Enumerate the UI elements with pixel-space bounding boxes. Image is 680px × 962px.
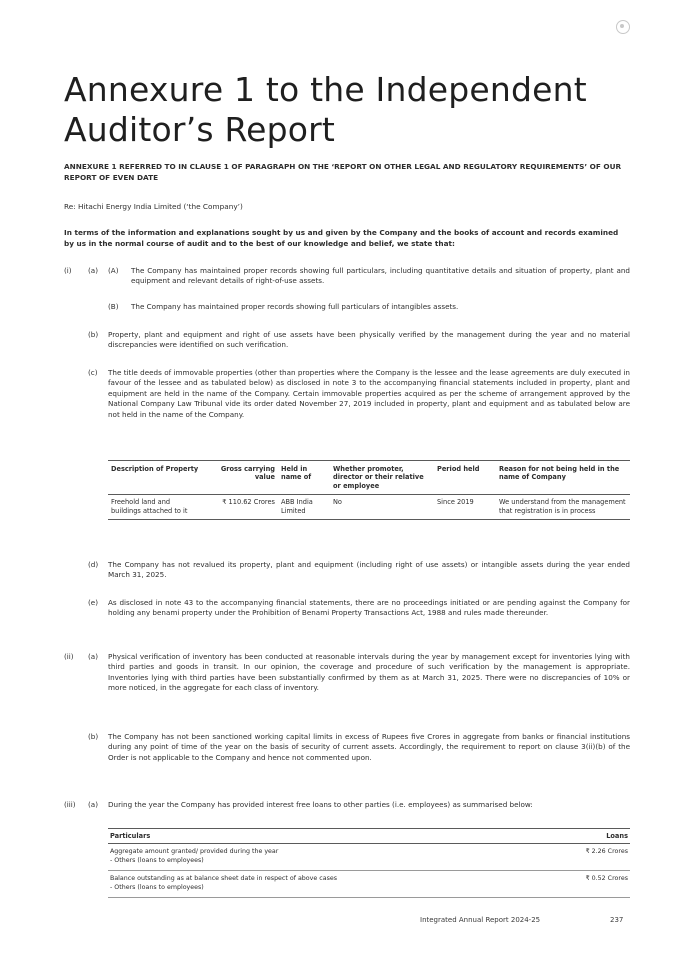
table-header-cell: Particulars	[108, 829, 543, 844]
clause-ii-b-text: The Company has not been sanctioned working capital limits in excess of Rupees five Crores in aggregate from banks or financial institutions during any point of time of the year on the basis of security of current assets. Accordingly, the requirement to report on clause 3(ii)(b) of the Order is not applicable to the Company and hence not commented upon.	[108, 732, 630, 762]
clause-ii-number: (ii)	[64, 652, 74, 661]
clause-i-a-label: (a)	[88, 266, 99, 275]
clause-i-b-text: Property, plant and equipment and right of use assets have been physically verified by the management during the year and no material discrepancies were identified on such verification.	[108, 330, 630, 350]
annexure-heading: ANNEXURE 1 REFERRED TO IN CLAUSE 1 OF PARAGRAPH ON THE ‘REPORT ON OTHER LEGAL AND REGULATORY REQUIREMENTS’ OF OUR REPORT OF EVEN DATE	[64, 162, 622, 182]
table-cell: ₹ 0.52 Crores	[543, 871, 630, 898]
clause-i-b-label: (b)	[88, 330, 99, 339]
logo-mark-icon	[616, 20, 630, 34]
title-deeds-table	[108, 460, 630, 520]
table-header-row	[108, 829, 630, 844]
clause-i-d-text: The Company has not revalued its property, plant and equipment (including right of use assets) or intangible assets during the year ended March 31, 2025.	[108, 560, 630, 580]
table-cell: ABB India Limited	[278, 495, 330, 520]
table-cell: ₹ 110.62 Crores	[204, 495, 278, 520]
table-header-cell: Loans	[543, 829, 630, 844]
table-row	[108, 871, 630, 898]
loans-table	[108, 828, 630, 898]
clause-i-e-label: (e)	[88, 598, 99, 607]
clause-iii-number: (iii)	[64, 800, 76, 809]
table-header-cell: Description of Property	[108, 461, 204, 495]
intro-paragraph: In terms of the information and explanations sought by us and given by the Company and the books of account and records examined by us in the normal course of audit and to the best of our knowledge and belief, we state that:	[64, 228, 619, 248]
table-cell: ₹ 2.26 Crores	[543, 844, 630, 871]
table-cell: Aggregate amount granted/ provided during the year - Others (loans to employees)	[108, 844, 543, 871]
table-header-cell: Reason for not being held in the name of Company	[496, 461, 630, 495]
clause-i-a-A-text: The Company has maintained proper records showing full particulars, including quantitative details and situation of property, plant and equipment and relevant details of right-of-use assets.	[131, 266, 630, 286]
clause-iii-a-text: During the year the Company has provided interest free loans to other parties (i.e. employees) as summarised below:	[108, 800, 533, 809]
page-title: Annexure 1 to the Independent Auditor’s Report	[64, 70, 587, 149]
clause-ii-a-text: Physical verification of inventory has been conducted at reasonable intervals during the year by management except for inventories lying with third parties and goods in transit. In our opinion, the coverage and procedure of such verification by the management is appropriate. Inventories lying with third parties have been substantially confirmed by them as at March 31, 2025. There were no discrepancies of 10% or more noticed, in the aggregate for each class of inventory.	[108, 652, 630, 693]
page-number: 237	[610, 916, 624, 924]
clause-i-c-label: (c)	[88, 368, 98, 377]
table-row	[108, 844, 630, 871]
clause-i-number: (i)	[64, 266, 72, 275]
re-line: Re: Hitachi Energy India Limited (‘the Company’)	[64, 202, 243, 211]
clause-i-a-B-label: (B)	[108, 302, 119, 311]
table-cell: Since 2019	[434, 495, 496, 520]
table-header-cell: Whether promoter, director or their relative or employee	[330, 461, 434, 495]
table-header-row	[108, 461, 630, 495]
table-header-cell: Held in name of	[278, 461, 330, 495]
clause-i-e-text: As disclosed in note 43 to the accompanying financial statements, there are no proceedings initiated or are pending against the Company for holding any benami property under the Prohibition of Benami Property Transactions Act, 1988 and rules made thereunder.	[108, 598, 630, 618]
table-cell: No	[330, 495, 434, 520]
clause-i-a-A-label: (A)	[108, 266, 119, 275]
table-cell: We understand from the management that registration is in process	[496, 495, 630, 520]
clause-ii-a-label: (a)	[88, 652, 99, 661]
table-header-cell: Gross carrying value	[204, 461, 278, 495]
table-row	[108, 495, 630, 520]
table-cell: Balance outstanding as at balance sheet date in respect of above cases - Others (loans to employees)	[108, 871, 543, 898]
footer-report-name: Integrated Annual Report 2024-25	[420, 916, 541, 924]
clause-i-a-B-text: The Company has maintained proper records showing full particulars of intangibles assets.	[131, 302, 459, 311]
clause-i-d-label: (d)	[88, 560, 99, 569]
table-header-cell: Period held	[434, 461, 496, 495]
table-cell: Freehold land and buildings attached to it	[108, 495, 204, 520]
clause-i-c-text: The title deeds of immovable properties (other than properties where the Company is the lessee and the lease agreements are duly executed in favour of the lessee and as tabulated below) as disclosed in note 3 to the accompanying financial statements included in property, plant and equipment are held in the name of the Company. Certain immovable properties acquired as per the scheme of arrangement approved by the National Company Law Tribunal vide its order dated November 27, 2019 included in property, plant and equipment and as tabulated below are not held in the name of the Company.	[108, 368, 630, 419]
clause-iii-a-label: (a)	[88, 800, 99, 809]
clause-ii-b-label: (b)	[88, 732, 99, 741]
